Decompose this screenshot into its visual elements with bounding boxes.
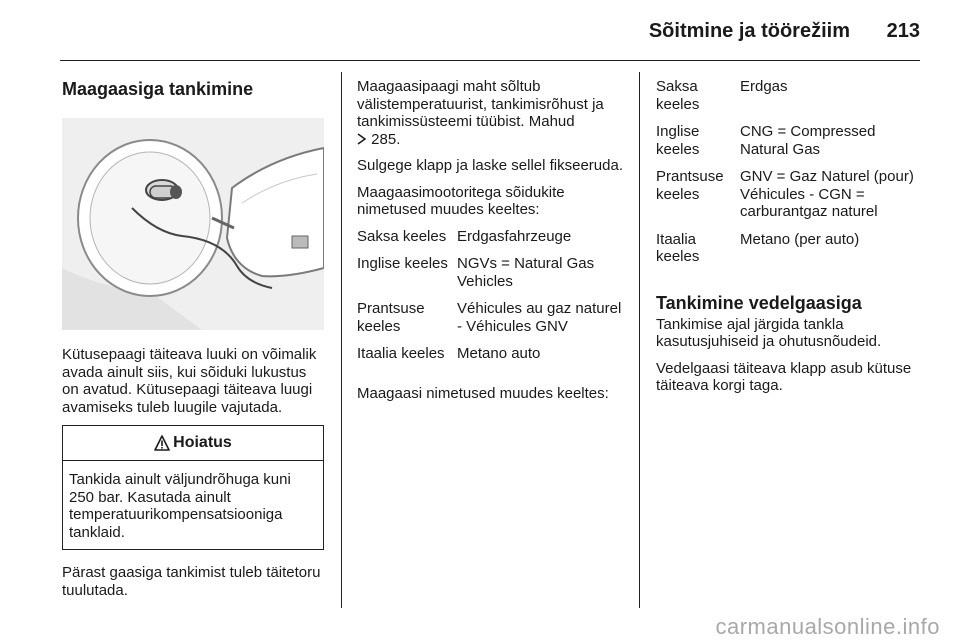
column-1 [62,78,324,608]
language-cell: Inglise keeles [656,123,700,158]
name-cell: NGVs = Natural Gas Vehicles [457,255,595,290]
warning-header [63,426,323,461]
table-row [656,78,926,123]
name-cell: Metano (per auto) [740,230,860,248]
column-3 [656,78,926,404]
warning-box [62,425,324,550]
language-cell: Prantsuse keeles [656,168,724,203]
column-2 [357,78,627,411]
warning-title: Hoiatus [173,434,232,452]
language-cell: Prantsuse keeles [357,300,425,335]
gas-names-table [656,78,926,276]
name-cell: GNV = Gaz Naturel (pour) Véhicules - CGN = carburantgaz naturel [740,168,914,220]
page-number: 213 [886,20,920,42]
close-flap-paragraph: Sulgege klapp ja laske sellel fikseeruda. [357,157,623,174]
column-divider-2 [639,72,640,608]
table-row [656,168,926,231]
language-cell: Inglise keeles [357,255,448,272]
header-rule [60,60,920,61]
language-cell: Saksa keeles [656,78,700,113]
vehicle-names-intro: Maagaasimootoritega sõidukite nimetused muudes keeltes: [357,183,565,218]
table-row [357,300,627,345]
warning-text: Tankida ainult väljundrõhuga kuni 250 bar. Kasutada ainult temperatuurikompensatsiooniga tanklaid. [69,471,291,541]
column-divider-1 [341,72,342,608]
page-reference-arrow-icon [357,131,371,148]
warning-triangle-icon [154,435,170,451]
table-row [357,255,627,300]
section-title-lpg-refuel: Tankimine vedelgaasiga [656,292,862,313]
table-row [656,123,926,168]
name-cell: Erdgasfahrzeuge [457,227,572,245]
language-cell: Saksa keeles [357,227,447,245]
name-cell: Erdgas [740,78,788,95]
name-cell: CNG = Compressed Natural Gas [740,123,876,158]
lpg-valve-paragraph: Vedelgaasi täiteava klapp asub kütuse täiteava korgi taga. [656,359,912,394]
fuel-flap-paragraph: Kütusepaagi täiteava luuki on võimalik avada ainult siis, kui sõiduki lukustus on avatud. Kütusepaagi täiteava luugi avamiseks tuleb luugile vajutada. [62,346,317,416]
page-reference: 285. [371,130,401,148]
tank-capacity-text: Maagaasipaagi maht sõltub välistemperatuurist, tankimisrõhust ja tankimissüsteemi tüübist. Mahud [357,78,604,130]
language-cell: Itaalia keeles [357,345,445,362]
fuel-flap-photo-icon [62,118,324,330]
name-cell: Véhicules au gaz naturel - Véhicules GNV [457,300,622,335]
vehicle-names-table [357,228,627,373]
table-row [357,228,627,256]
watermark: carmanualsonline.info [715,614,940,639]
section-title-cng-refuel: Maagaasiga tankimine [62,79,254,99]
lpg-safety-paragraph: Tankimise ajal järgida tankla kasutusjuhiseid ja ohutusnõudeid. [656,315,882,350]
after-refuel-paragraph: Pärast gaasiga tankimist tuleb täitetoru tuulutada. [62,564,321,599]
name-cell: Metano auto [457,345,541,362]
table-row [656,231,926,276]
header-title: Sõitmine ja töörežiim [648,20,850,42]
language-cell: Itaalia keeles [656,230,700,265]
tank-capacity-paragraph [357,78,627,148]
table-row [357,345,627,373]
gas-names-intro: Maagaasi nimetused muudes keeltes: [357,384,609,402]
